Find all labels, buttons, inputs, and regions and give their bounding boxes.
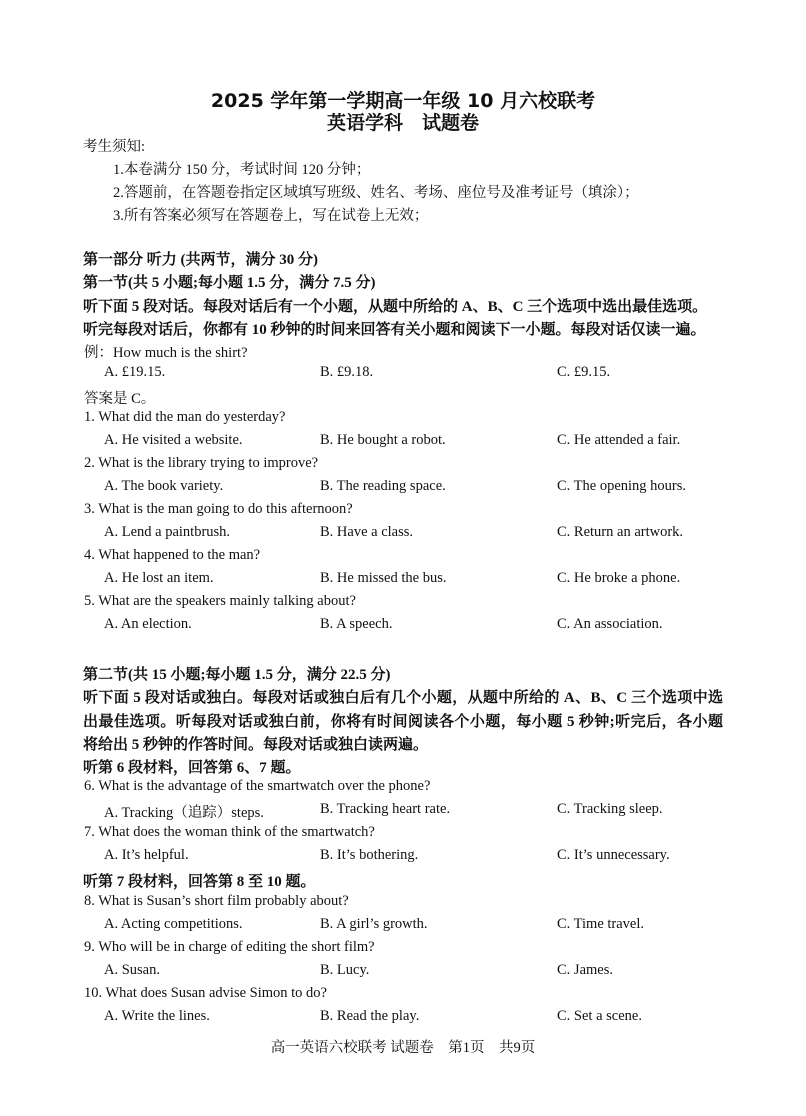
question-7: 7. What does the woman think of the smartwatch? (84, 824, 375, 840)
question-4-option-c: C. He broke a phone. (557, 570, 681, 586)
question-5-option-a: A. An election. (104, 616, 192, 632)
material-7-heading: 听第 7 段材料，回答第 8 至 10 题。 (83, 874, 316, 890)
question-8-option-b: B. A girl’s growth. (320, 916, 428, 932)
question-6-option-a: A. Tracking（追踪）steps. (104, 805, 264, 821)
question-3-option-b: B. Have a class. (320, 524, 414, 540)
notice-item-3: 3.所有答案必须写在答题卷上，写在试卷上无效； (113, 208, 429, 224)
question-8-option-a: A. Acting competitions. (104, 916, 243, 932)
question-10-option-a: A. Write the lines. (104, 1008, 210, 1024)
page-footer: 高一英语六校联考 试题卷 第1页 共9页 (270, 1040, 536, 1056)
question-3: 3. What is the man going to do this afternoon? (84, 501, 353, 517)
section2-instruction-3: 将给出 5 秒钟的作答时间。每段对话或独白读两遍。 (83, 737, 429, 753)
question-9-option-c: C. James. (557, 962, 613, 978)
question-5-option-c: C. An association. (557, 616, 663, 632)
exam-subtitle: 英语学科 试题卷 (326, 112, 479, 134)
question-4: 4. What happened to the man? (84, 547, 261, 563)
question-6-option-b: B. Tracking heart rate. (320, 801, 451, 817)
question-10-option-b: B. Read the play. (320, 1008, 420, 1024)
example-option-a: A. £19.15. (104, 364, 166, 380)
example-question: 例：How much is the shirt? (84, 345, 248, 361)
question-5: 5. What are the speakers mainly talking about? (84, 593, 356, 609)
question-1-option-c: C. He attended a fair. (557, 432, 681, 448)
question-9: 9. Who will be in charge of editing the short film? (84, 939, 375, 955)
section1-heading: 第一节(共 5 小题;每小题 1.5 分，满分 7.5 分) (83, 275, 376, 291)
section2-instruction-1: 听下面 5 段对话或独白。每段对话或独白后有几个小题，从题中所给的 A、B、C 三个选项中选 (83, 690, 723, 706)
question-1: 1. What did the man do yesterday? (84, 409, 286, 425)
question-6-option-c: C. Tracking sleep. (557, 801, 663, 817)
question-8-option-c: C. Time travel. (557, 916, 645, 932)
question-2-option-a: A. The book variety. (104, 478, 224, 494)
question-6: 6. What is the advantage of the smartwatch over the phone? (84, 778, 431, 794)
question-1-option-b: B. He bought a robot. (320, 432, 446, 448)
question-10: 10. What does Susan advise Simon to do? (84, 985, 327, 1001)
question-7-option-a: A. It’s helpful. (104, 847, 189, 863)
example-answer: 答案是 C。 (84, 391, 156, 407)
question-9-option-b: B. Lucy. (320, 962, 370, 978)
question-8: 8. What is Susan’s short film probably about? (84, 893, 349, 909)
section2-instruction-2: 出最佳选项。听每段对话或独白前，你将有时间阅读各个小题，每小题 5 秒钟;听完后，各小题 (83, 714, 723, 730)
question-2: 2. What is the library trying to improve? (84, 455, 319, 471)
question-9-option-a: A. Susan. (104, 962, 160, 978)
example-option-b: B. £9.18. (320, 364, 374, 380)
question-10-option-c: C. Set a scene. (557, 1008, 642, 1024)
section1-instruction-1: 听下面 5 段对话。每段对话后有一个小题，从题中所给的 A、B、C 三个选项中选出最佳选项。 (83, 299, 708, 315)
question-7-option-c: C. It’s unnecessary. (557, 847, 670, 863)
notice-heading: 考生须知: (83, 139, 146, 155)
question-2-option-c: C. The opening hours. (557, 478, 687, 494)
example-option-c: C. £9.15. (557, 364, 611, 380)
question-7-option-b: B. It’s bothering. (320, 847, 419, 863)
question-1-option-a: A. He visited a website. (104, 432, 243, 448)
question-3-option-c: C. Return an artwork. (557, 524, 684, 540)
material-6-heading: 听第 6 段材料，回答第 6、7 题。 (83, 760, 301, 776)
part1-heading: 第一部分 听力 (共两节，满分 30 分) (83, 252, 318, 268)
question-2-option-b: B. The reading space. (320, 478, 446, 494)
question-4-option-b: B. He missed the bus. (320, 570, 447, 586)
notice-item-1: 1.本卷满分 150 分，考试时间 120 分钟； (113, 162, 371, 178)
notice-item-2: 2.答题前，在答题卷指定区域填写班级、姓名、考场、座位号及准考证号（填涂）； (113, 185, 639, 201)
question-4-option-a: A. He lost an item. (104, 570, 214, 586)
section1-instruction-2: 听完每段对话后，你都有 10 秒钟的时间来回答有关小题和阅读下一小题。每段对话仅读一遍。 (83, 322, 706, 338)
section2-heading: 第二节(共 15 小题;每小题 1.5 分，满分 22.5 分) (83, 667, 391, 683)
question-5-option-b: B. A speech. (320, 616, 393, 632)
exam-title: 2025 学年第一学期高一年级 10 月六校联考 (210, 90, 596, 112)
question-3-option-a: A. Lend a paintbrush. (104, 524, 231, 540)
